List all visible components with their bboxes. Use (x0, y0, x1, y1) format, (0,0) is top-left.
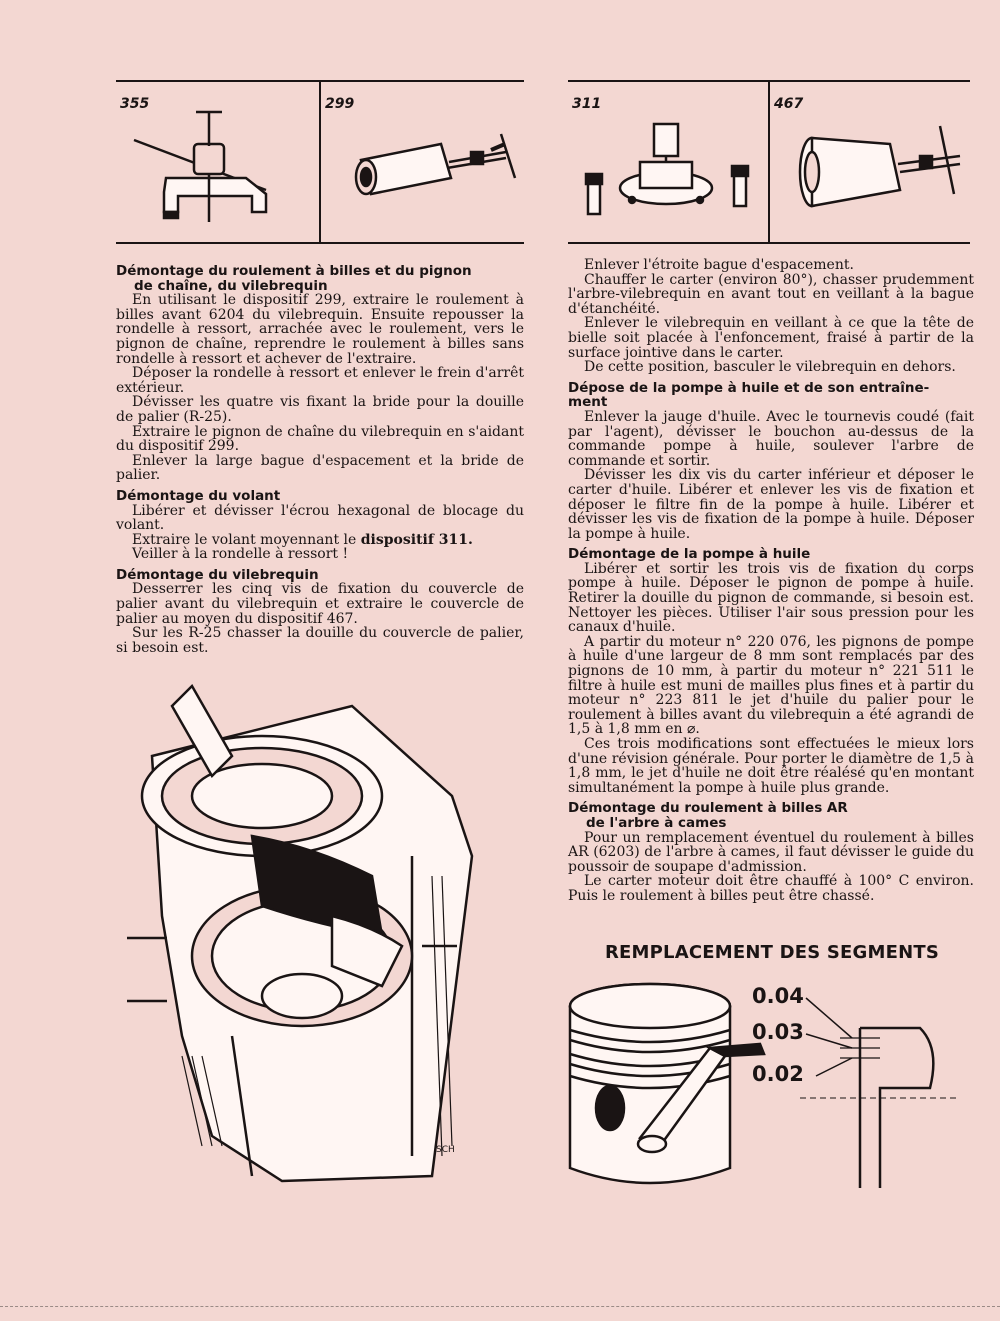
cover-extractor-icon (770, 82, 970, 242)
clearance-label: 0.04 (752, 984, 804, 1008)
paragraph: Enlever le vilebrequin en veillant à ce que la tête de bielle soit placée à l'enfoncement, fraisé à partir de la surface jointive dans le carter. (568, 315, 974, 361)
left-text-column (116, 258, 524, 655)
paragraph: Libérer et sortir les trois vis de fixation du corps pompe à huile. Déposer le pignon de pompe à huile. Retirer la douille du pignon de commande, si besoin est. Nettoyer les pièces. Utiliser l'air sous pression pour les canaux d'huile. (568, 560, 974, 636)
paragraph: Enlever la large bague d'espacement et la bride de palier. (116, 452, 524, 484)
page-bottom-rule (0, 1306, 1000, 1307)
paragraph: Enlever l'étroite bague d'espacement. (584, 257, 854, 273)
tool-number: 299 (325, 96, 355, 112)
paragraph: A partir du moteur n° 220 076, les pignons de pompe à huile d'une largeur de 8 mm sont remplacés par des pignons de 10 mm, à partir du moteur n° 221 511 le filtre à huile est muni de mailles plus fines et à partir du moteur n° 223 811 le jet d'huile du palier pour le roulement à billes avant du vilebrequin a été agrandi de 1,5 à 1,8 mm en ⌀. (568, 633, 974, 738)
paragraph: Chauffer le carter (environ 80°), chasser prudemment l'arbre-vilebrequin en avant tout en veillant à la bague d'étanchéité. (568, 271, 974, 317)
tool-number: 355 (120, 96, 150, 112)
tool-cell-467 (768, 82, 970, 242)
section-heading: Démontage du volant (116, 487, 281, 504)
paragraph: Extraire le volant moyennant le dispositif 311. (132, 531, 473, 548)
segments-title: REMPLACEMENT DES SEGMENTS (604, 942, 939, 963)
right-text-column (568, 258, 974, 904)
tool-number: 467 (774, 96, 804, 112)
paragraph: Déposer la rondelle à ressort et enlever le frein d'arrêt extérieur. (116, 365, 524, 396)
engine-crankcase-illustration (112, 676, 532, 1196)
paragraph: Sur les R-25 chasser la douille du couvercle de palier, si besoin est. (116, 625, 524, 656)
paragraph: Dévisser les quatre vis fixant la bride pour la douille de palier (R-25). (116, 394, 524, 425)
paragraph: En utilisant le dispositif 299, extraire le roulement à billes avant 6204 du vilebrequin. Ensuite repousser la rondelle à ressort, arrachée avec le roulement, vers le pignon de chaîne, reprendre le roulement à billes sans rondelle à ressort et achever de l'extraire. (116, 292, 524, 367)
paragraph: Enlever la jauge d'huile. Avec le tournevis coudé (fait par l'agent), dévisser le bouchon au-dessus de la commande pompe à huile, soulever l'arbre de commande et sortir. (568, 408, 974, 469)
paragraph: Libérer et dévisser l'écrou hexagonal de blocage du volant. (116, 502, 524, 534)
paragraph: De cette position, basculer le vilebrequin en dehors. (584, 359, 956, 376)
puller-tool-icon (116, 82, 306, 242)
tool-strip-left (116, 80, 524, 244)
clearance-label: 0.03 (752, 1020, 804, 1044)
clearance-label: 0.02 (752, 1062, 804, 1086)
paragraph: Desserrer les cinq vis de fixation du couvercle de palier avant du vilebrequin et extraire le couvercle de palier au moyen du dispositif 467. (116, 581, 524, 627)
paragraph: Le carter moteur doit être chauffé à 100° C environ. Puis le roulement à billes peut être chassé. (568, 873, 974, 904)
paragraph: Veiller à la rondelle à ressort ! (132, 546, 349, 563)
flywheel-puller-icon (568, 82, 764, 242)
paragraph: Ces trois modifications sont effectuées le mieux lors d'une révision générale. Pour porter le diamètre de 1,5 à 1,8 mm, le jet d'huile ne doit être réalésé qu'en montant simultanément la pompe à huile plus grande. (568, 736, 974, 796)
section-heading: Dépose de la pompe à huile et de son entraîne- ment (568, 379, 930, 411)
signature-label: SCH (436, 1145, 455, 1155)
paragraph: Extraire le pignon de chaîne du vilebrequin en s'aidant du dispositif 299. (116, 423, 524, 455)
tool-cell-299 (319, 82, 524, 242)
tool-number: 311 (572, 96, 602, 112)
tool-strip-right (568, 80, 970, 244)
tool-cell-355 (116, 82, 319, 242)
paragraph: Dévisser les dix vis du carter inférieur et déposer le carter d'huile. Libérer et enlever les vis de fixation et déposer le filtre fin de la pompe à huile. Libérer et dévisser les vis de fixation de la pompe à huile. Déposer la pompe à huile. (568, 467, 974, 542)
section-heading: Démontage du roulement à billes et du pignon de chaîne, du vilebrequin (116, 263, 472, 294)
section-heading: Démontage de la pompe à huile (568, 546, 811, 563)
section-heading: Démontage du roulement à billes AR de l'arbre à cames (568, 800, 848, 831)
extractor-tool-icon (321, 82, 541, 242)
tool-cell-311 (568, 82, 768, 242)
paragraph: Pour un remplacement éventuel du roulement à billes AR (6203) de l'arbre à cames, il faut dévisser le guide du poussoir de soupape d'admission. (568, 829, 974, 875)
section-heading: Démontage du vilebrequin (116, 566, 319, 583)
